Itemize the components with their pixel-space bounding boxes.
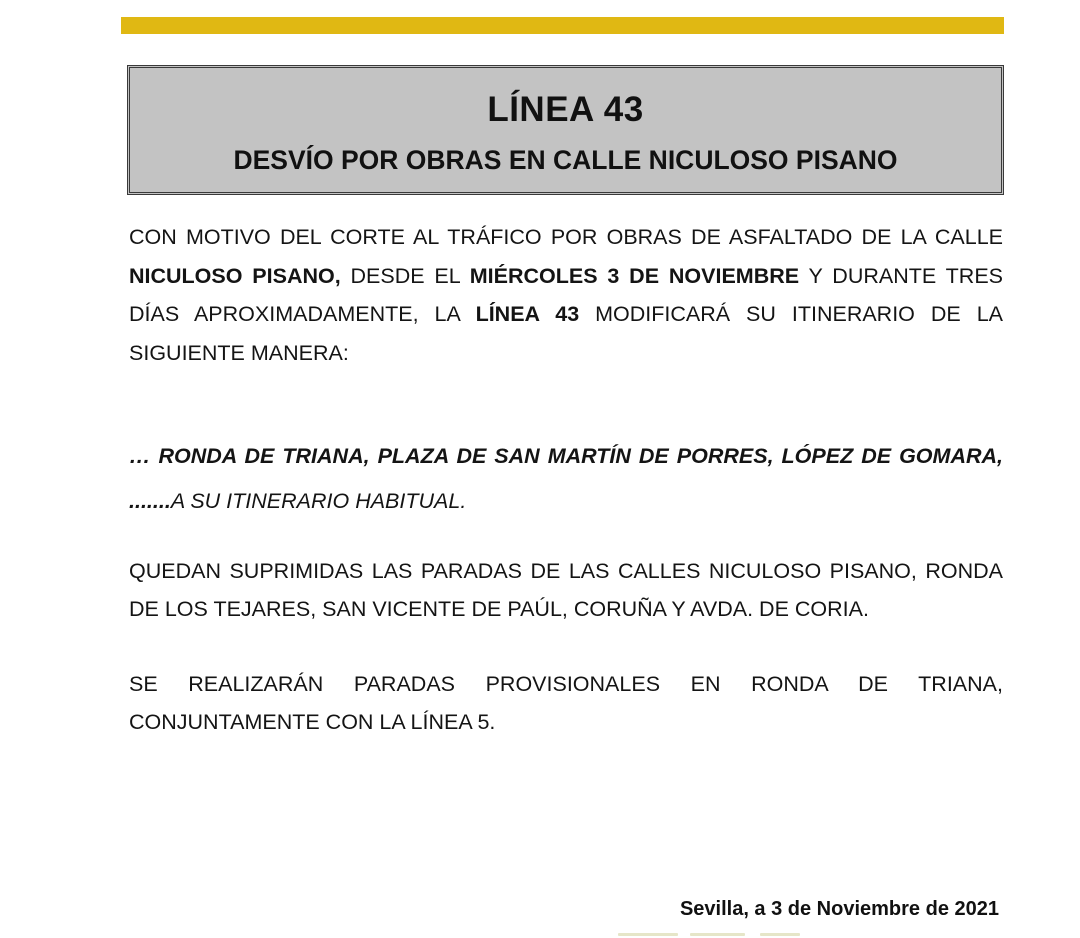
route-dots: ....... [129, 489, 171, 513]
route-return-text: A SU ITINERARIO HABITUAL. [170, 489, 467, 513]
intro-street-name: NICULOSO PISANO, [129, 263, 341, 288]
header-accent-bar [121, 17, 1004, 34]
intro-paragraph [129, 218, 1003, 372]
suppressed-stops-paragraph: QUEDAN SUPRIMIDAS LAS PARADAS DE LAS CALLES NICULOSO PISANO, RONDA DE LOS TEJARES, SAN VICENTE DE PAÚL, CORUÑA Y AVDA. DE CORIA. [129, 559, 1003, 621]
route-description [129, 434, 1003, 524]
provisional-stops-paragraph: SE REALIZARÁN PARADAS PROVISIONALES EN RONDA DE TRIANA, CONJUNTAMENTE CON LA LÍNEA 5. [129, 672, 1003, 734]
stamp-fragment [610, 930, 810, 938]
page-subtitle: DESVÍO POR OBRAS EN CALLE NICULOSO PISANO [233, 145, 898, 175]
route-line-2 [129, 479, 1003, 524]
route-line-1: … RONDA DE TRIANA, PLAZA DE SAN MARTÍN DE PORRES, LÓPEZ DE GOMARA, [129, 444, 1003, 468]
intro-line-name: LÍNEA 43 [475, 302, 580, 326]
page-title: LÍNEA 43 [487, 90, 644, 129]
intro-text-2: DESDE EL [340, 263, 470, 288]
date-signature: Sevilla, a 3 de Noviembre de 2021 [679, 898, 999, 920]
intro-text-4: MODIFICARÁ SU ITINERARIO DE LA SIGUIENTE MANERA: [129, 302, 1003, 365]
intro-start-date: MIÉRCOLES 3 DE NOVIEMBRE [469, 263, 800, 288]
title-box [127, 65, 1004, 195]
intro-text-1: CON MOTIVO DEL CORTE AL TRÁFICO POR OBRAS DE ASFALTADO DE LA CALLE [129, 225, 1003, 249]
intro-text-3: Y DURANTE TRES DÍAS APROXIMADAMENTE, LA [129, 263, 1004, 326]
